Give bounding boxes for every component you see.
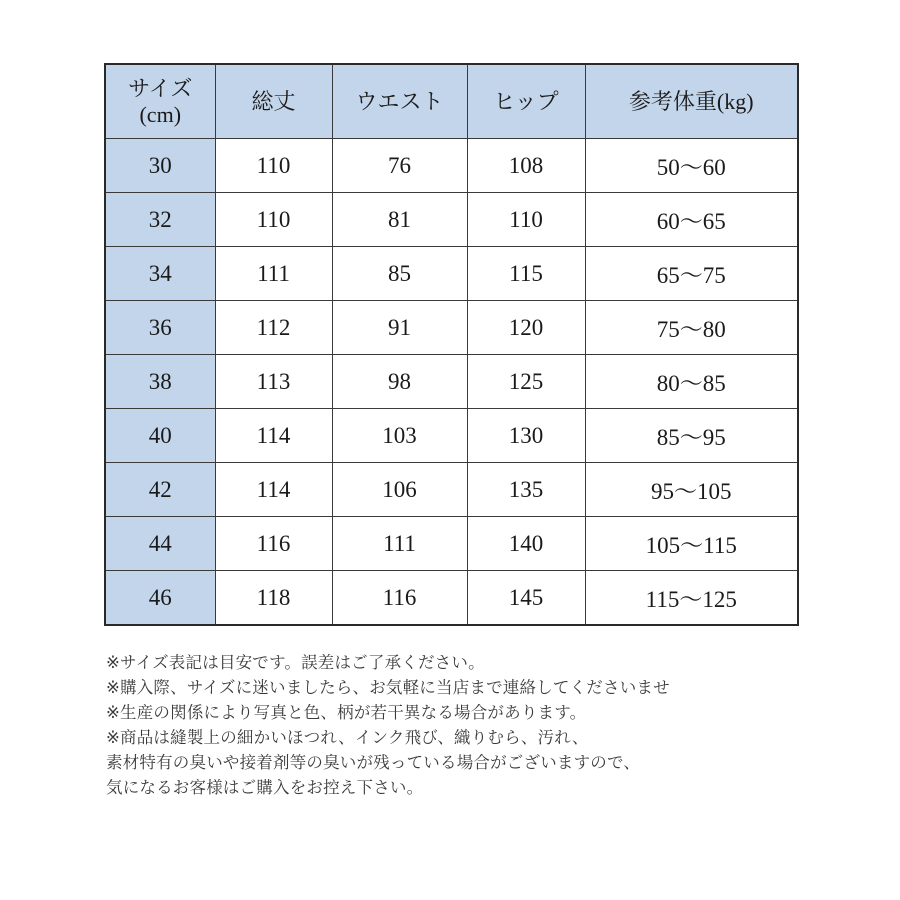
table-row: [105, 301, 798, 355]
hip-cell: 135: [467, 463, 585, 517]
waist-cell: 116: [332, 571, 467, 626]
length-cell: 111: [215, 247, 332, 301]
size-cell: 44: [105, 517, 215, 571]
waist-cell: 98: [332, 355, 467, 409]
length-cell: 110: [215, 139, 332, 193]
table-row: [105, 139, 798, 193]
weight-cell: 95〜105: [585, 463, 798, 517]
note-line: ※商品は縫製上の細かいほつれ、インク飛び、織りむら、汚れ、: [106, 728, 589, 747]
size-cell: 32: [105, 193, 215, 247]
table-row: [105, 517, 798, 571]
hip-cell: 145: [467, 571, 585, 626]
size-notes: [106, 650, 826, 800]
waist-cell: 111: [332, 517, 467, 571]
note-line: ※生産の関係により写真と色、柄が若干異なる場合があります。: [106, 703, 587, 722]
header-size-label: サイズ: [128, 75, 193, 101]
hip-cell: 108: [467, 139, 585, 193]
length-cell: 114: [215, 463, 332, 517]
weight-cell: 115〜125: [585, 571, 798, 626]
note-line: ※サイズ表記は目安です。誤差はご了承ください。: [106, 653, 485, 672]
size-cell: 38: [105, 355, 215, 409]
waist-cell: 106: [332, 463, 467, 517]
header-reference-weight: 参考体重(kg): [585, 64, 798, 139]
weight-cell: 80〜85: [585, 355, 798, 409]
size-cell: 36: [105, 301, 215, 355]
size-cell: 40: [105, 409, 215, 463]
weight-cell: 65〜75: [585, 247, 798, 301]
header-size-unit: (cm): [139, 101, 182, 127]
size-cell: 30: [105, 139, 215, 193]
length-cell: 112: [215, 301, 332, 355]
hip-cell: 115: [467, 247, 585, 301]
length-cell: 118: [215, 571, 332, 626]
length-cell: 114: [215, 409, 332, 463]
table-row: [105, 355, 798, 409]
hip-cell: 110: [467, 193, 585, 247]
size-cell: 42: [105, 463, 215, 517]
table-row: [105, 247, 798, 301]
weight-cell: 105〜115: [585, 517, 798, 571]
hip-cell: 120: [467, 301, 585, 355]
weight-cell: 60〜65: [585, 193, 798, 247]
table-header-row: [105, 64, 798, 139]
size-cell: 34: [105, 247, 215, 301]
hip-cell: 130: [467, 409, 585, 463]
waist-cell: 103: [332, 409, 467, 463]
waist-cell: 76: [332, 139, 467, 193]
length-cell: 113: [215, 355, 332, 409]
table-row: [105, 571, 798, 626]
waist-cell: 91: [332, 301, 467, 355]
length-cell: 110: [215, 193, 332, 247]
size-chart-table: [104, 63, 799, 626]
weight-cell: 50〜60: [585, 139, 798, 193]
table-row: [105, 193, 798, 247]
table-row: [105, 463, 798, 517]
header-waist: ウエスト: [332, 64, 467, 139]
header-size: [105, 64, 215, 139]
weight-cell: 75〜80: [585, 301, 798, 355]
weight-cell: 85〜95: [585, 409, 798, 463]
waist-cell: 85: [332, 247, 467, 301]
header-total-length: 総丈: [215, 64, 332, 139]
length-cell: 116: [215, 517, 332, 571]
waist-cell: 81: [332, 193, 467, 247]
note-line: 気になるお客様はご購入をお控え下さい。: [106, 778, 424, 797]
note-line: 素材特有の臭いや接着剤等の臭いが残っている場合がございますので、: [106, 753, 641, 772]
header-hip: ヒップ: [467, 64, 585, 139]
hip-cell: 140: [467, 517, 585, 571]
table-row: [105, 409, 798, 463]
note-line: ※購入際、サイズに迷いましたら、お気軽に当店まで連絡してくださいませ: [106, 678, 670, 697]
hip-cell: 125: [467, 355, 585, 409]
size-cell: 46: [105, 571, 215, 626]
